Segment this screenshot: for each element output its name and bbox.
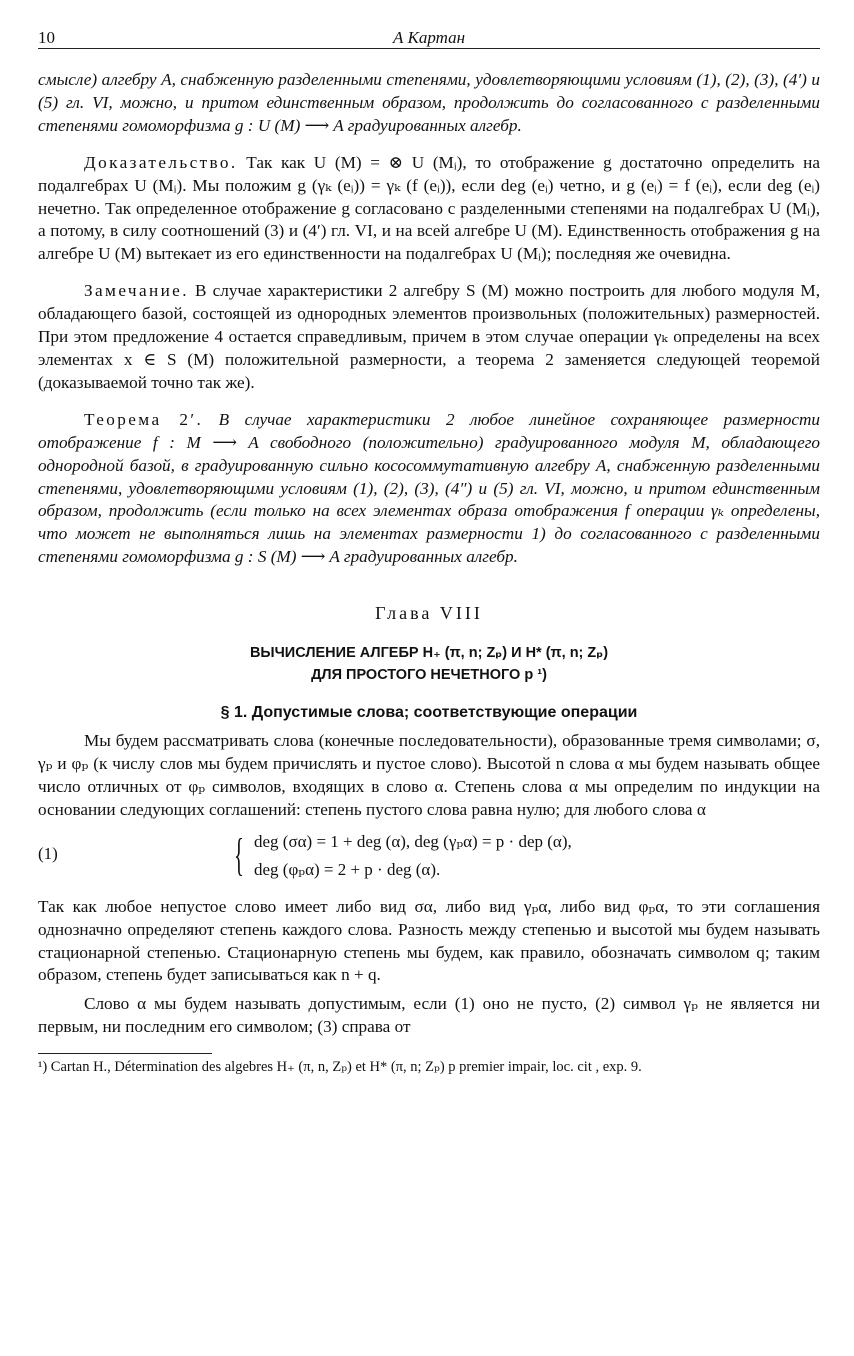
- remark-paragraph: [38, 280, 820, 395]
- theorem-continuation: смысле) алгебру A, снабженную разделенными степенями, удовлетворяющими условиям (1), (2), (3), (4′) и (5) гл. VI, можно, и притом единственным образом, продолжить до согласованного с разделенными степенями гомоморфизма g : U (M) ⟶ A градуированных алгебр.: [38, 70, 820, 135]
- theorem-text: В случае характеристики 2 любое линейное сохраняющее размерности отображение f : M ⟶ A свободного (положительно) градуированного модуля M, обладающего однородной базой, в градуированную сильно кососоммутативную алгебру A, снабженную разделенными степенями, удовлетворяющими условиям (1), (2), (3), (4″) и (5) гл. VI, можно, и притом единственным образом, продолжить (если только на всех элементах образа отображения f операции γₖ определены, что может не выполняться лишь на элементах размерности 1) до согласованного с разделенными степенями гомоморфизма g : S (M) ⟶ A градуированных алгебр.: [38, 409, 820, 567]
- section-title: § 1. Допустимые слова; соответствующие операции: [220, 704, 638, 722]
- formula-line2: deg (φₚα) = 2 + p · deg (α).: [254, 859, 441, 879]
- proof-text: Так как U (M) = ⊗ U (Mᵢ), то отображение g достаточно определить на подалгебрах U (Mᵢ). Мы положим g (γₖ (eᵢ)) = γₖ (f (eᵢ)), если deg (eᵢ) четно, и g (eᵢ) = f (eᵢ), если deg (eᵢ) нечетно. Так определенное отображение g согласовано с разделенными степенями на подалгебрах U (Mᵢ), а потому, в силу соотношений (3) и (4′) гл. VI, и на всей алгебре U (M). Единственность отображения g на алгебре U (M) вытекает из его единственности на подалгебрах U (Mᵢ); последняя же очевидна.: [38, 152, 821, 264]
- footnote-rule: [38, 1053, 212, 1054]
- theorem-paragraph: [38, 409, 820, 569]
- proof-label: Доказательство.: [84, 152, 238, 172]
- chapter-heading: Глава VIII: [375, 603, 483, 624]
- remark-label: Замечание.: [84, 281, 189, 301]
- footnote: ¹) Cartan H., Détermination des algebres H₊ (π, n, Zₚ) et H* (π, n; Zₚ) p premier impair, loc. cit , exp. 9.: [38, 1059, 642, 1076]
- admissible-paragraph: Слово α мы будем называть допустимым, если (1) оно не пусто, (2) символ γₚ не является ни первым, ни последним его символом; (3) справа от: [38, 994, 820, 1037]
- chapter-title-line1: ВЫЧИСЛЕНИЕ АЛГЕБР H₊ (π, n; Zₚ) И H* (π, n; Zₚ): [249, 645, 609, 662]
- page-header: [38, 22, 820, 49]
- running-title: А Картан: [392, 28, 466, 47]
- page-number: 10: [38, 28, 55, 47]
- proof-paragraph: [38, 152, 820, 267]
- words-paragraph: Мы будем рассматривать слова (конечные последовательности), образованные тремя символами; σ, γₚ и φₚ (к числу слов мы будем причислять и пустое слово). Высотой n слова α мы будем называть общее число отличных от φₚ символов, входящих в слово α. Степень слова α мы определим по индукции на основании следующих соглашений: степень пустого слова равна нулю; для любого слова α: [38, 731, 820, 819]
- degree-paragraph: Так как любое непустое слово имеет либо вид σα, либо вид γₚα, либо вид φₚα, то эти соглашения однозначно определяют степень каждого слова. Разность между степенью и высотой мы будем называть стационарной степенью. Стационарную степень мы будем, как правило, обозначать символом q; таким образом, степень будет записываться как n + q.: [38, 896, 820, 985]
- remark-text: В случае характеристики 2 алгебру S (M) можно построить для любого модуля M, обладающего базой, состоящей из однородных элементов произвольных (положительных) размерностей. При этом предложение 4 остается справедливым, причем в этом случае операции γₖ определены на всех элементах x ∈ S (M) положительной размерности, а теорема 2 заменяется следующей теоремой (доказываемой точно так же).: [38, 281, 820, 392]
- page: [38, 22, 820, 1077]
- formula-1: [38, 828, 820, 890]
- formula-line1: deg (σα) = 1 + deg (α), deg (γₚα) = p · dep (α),: [254, 831, 572, 851]
- chapter-title: [38, 642, 820, 686]
- chapter-title-line2: ДЛЯ ПРОСТОГО НЕЧЕТНОГО p ¹): [311, 667, 547, 684]
- formula-label: (1): [38, 843, 58, 863]
- formula-brace: {: [234, 828, 244, 880]
- theorem-label: Теорема 2′.: [84, 409, 204, 429]
